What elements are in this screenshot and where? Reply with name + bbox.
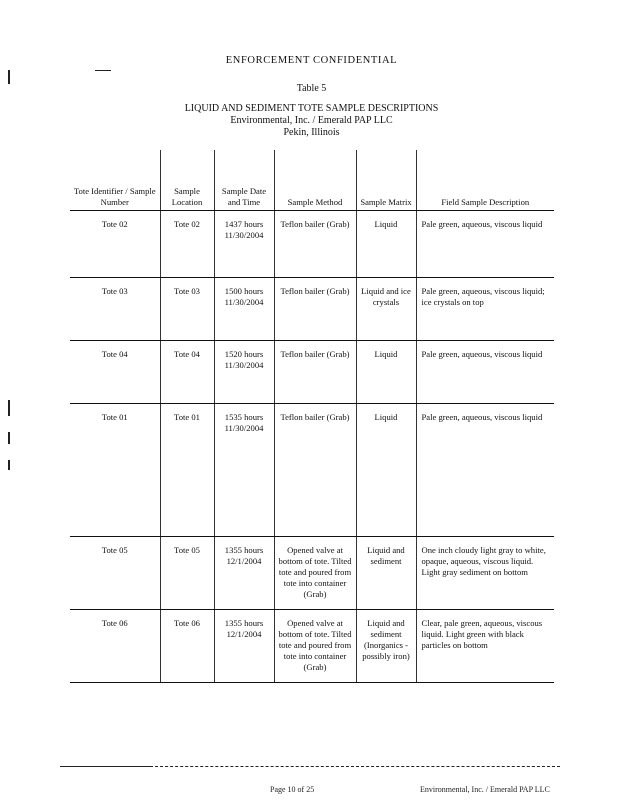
cell-matrix: Liquid xyxy=(356,211,416,278)
cell-description: Pale green, aqueous, viscous liquid xyxy=(416,341,554,404)
cell-method: Teflon bailer (Grab) xyxy=(274,341,356,404)
col-header-datetime: Sample Date and Time xyxy=(214,150,274,211)
cell-location: Tote 06 xyxy=(160,610,214,683)
cell-description: Pale green, aqueous, viscous liquid; ice crystals on top xyxy=(416,278,554,341)
table-row xyxy=(70,278,554,341)
cell-matrix: Liquid xyxy=(356,404,416,537)
cell-tote-id: Tote 03 xyxy=(70,278,160,341)
cell-matrix: Liquid xyxy=(356,341,416,404)
footer-page-number: Page 10 of 25 xyxy=(270,785,315,794)
footer-rule-left xyxy=(60,766,150,767)
cell-location: Tote 04 xyxy=(160,341,214,404)
cell-tote-id: Tote 01 xyxy=(70,404,160,537)
cell-location: Tote 02 xyxy=(160,211,214,278)
table-row xyxy=(70,404,554,537)
cell-description: Pale green, aqueous, viscous liquid xyxy=(416,211,554,278)
table-title-line1: LIQUID AND SEDIMENT TOTE SAMPLE DESCRIPTIONS xyxy=(184,103,439,114)
cell-tote-id: Tote 04 xyxy=(70,341,160,404)
cell-method: Teflon bailer (Grab) xyxy=(274,278,356,341)
cell-method: Opened valve at bottom of tote. Tilted tote and poured from tote into container (Grab) xyxy=(274,610,356,683)
cell-location: Tote 05 xyxy=(160,537,214,610)
table-title-line2: Environmental, Inc. / Emerald PAP LLC xyxy=(230,115,393,126)
col-header-method: Sample Method xyxy=(274,150,356,211)
col-header-location: Sample Location xyxy=(160,150,214,211)
cell-description: Clear, pale green, aqueous, viscous liquid. Light green with black particles on bottom xyxy=(416,610,554,683)
col-header-tote-id: Tote Identifier / Sample Number xyxy=(70,150,160,211)
confidential-header: ENFORCEMENT CONFIDENTIAL xyxy=(225,55,398,66)
cell-datetime: 1355 hours 12/1/2004 xyxy=(214,537,274,610)
table-row xyxy=(70,537,554,610)
cell-datetime: 1500 hours 11/30/2004 xyxy=(214,278,274,341)
cell-location: Tote 03 xyxy=(160,278,214,341)
cell-matrix: Liquid and sediment xyxy=(356,537,416,610)
cell-matrix: Liquid and ice crystals xyxy=(356,278,416,341)
cell-datetime: 1520 hours 11/30/2004 xyxy=(214,341,274,404)
table-header-row xyxy=(70,150,554,211)
cell-tote-id: Tote 05 xyxy=(70,537,160,610)
table-row xyxy=(70,610,554,683)
cell-description: Pale green, aqueous, viscous liquid xyxy=(416,404,554,537)
cell-tote-id: Tote 06 xyxy=(70,610,160,683)
cell-method: Teflon bailer (Grab) xyxy=(274,211,356,278)
table-row xyxy=(70,211,554,278)
cell-datetime: 1535 hours 11/30/2004 xyxy=(214,404,274,537)
col-header-description: Field Sample Description xyxy=(416,150,554,211)
table-title-line3: Pekin, Illinois xyxy=(283,127,340,138)
footer-right: Environmental, Inc. / Emerald PAP LLC xyxy=(420,785,550,794)
cell-tote-id: Tote 02 xyxy=(70,211,160,278)
cell-description: One inch cloudy light gray to white, opaque, aqueous, viscous liquid. Light gray sediment on bottom xyxy=(416,537,554,610)
sample-descriptions-table xyxy=(70,150,554,683)
table-label: Table 5 xyxy=(296,83,327,94)
cell-datetime: 1355 hours 12/1/2004 xyxy=(214,610,274,683)
cell-method: Teflon bailer (Grab) xyxy=(274,404,356,537)
cell-location: Tote 01 xyxy=(160,404,214,537)
cell-datetime: 1437 hours 11/30/2004 xyxy=(214,211,274,278)
table-row xyxy=(70,341,554,404)
col-header-matrix: Sample Matrix xyxy=(356,150,416,211)
footer-rule-main xyxy=(150,766,560,767)
table-title xyxy=(0,103,623,139)
cell-matrix: Liquid and sediment (Inorganics - possibly iron) xyxy=(356,610,416,683)
header-rule xyxy=(95,70,111,71)
cell-method: Opened valve at bottom of tote. Tilted tote and poured from tote into container (Grab) xyxy=(274,537,356,610)
